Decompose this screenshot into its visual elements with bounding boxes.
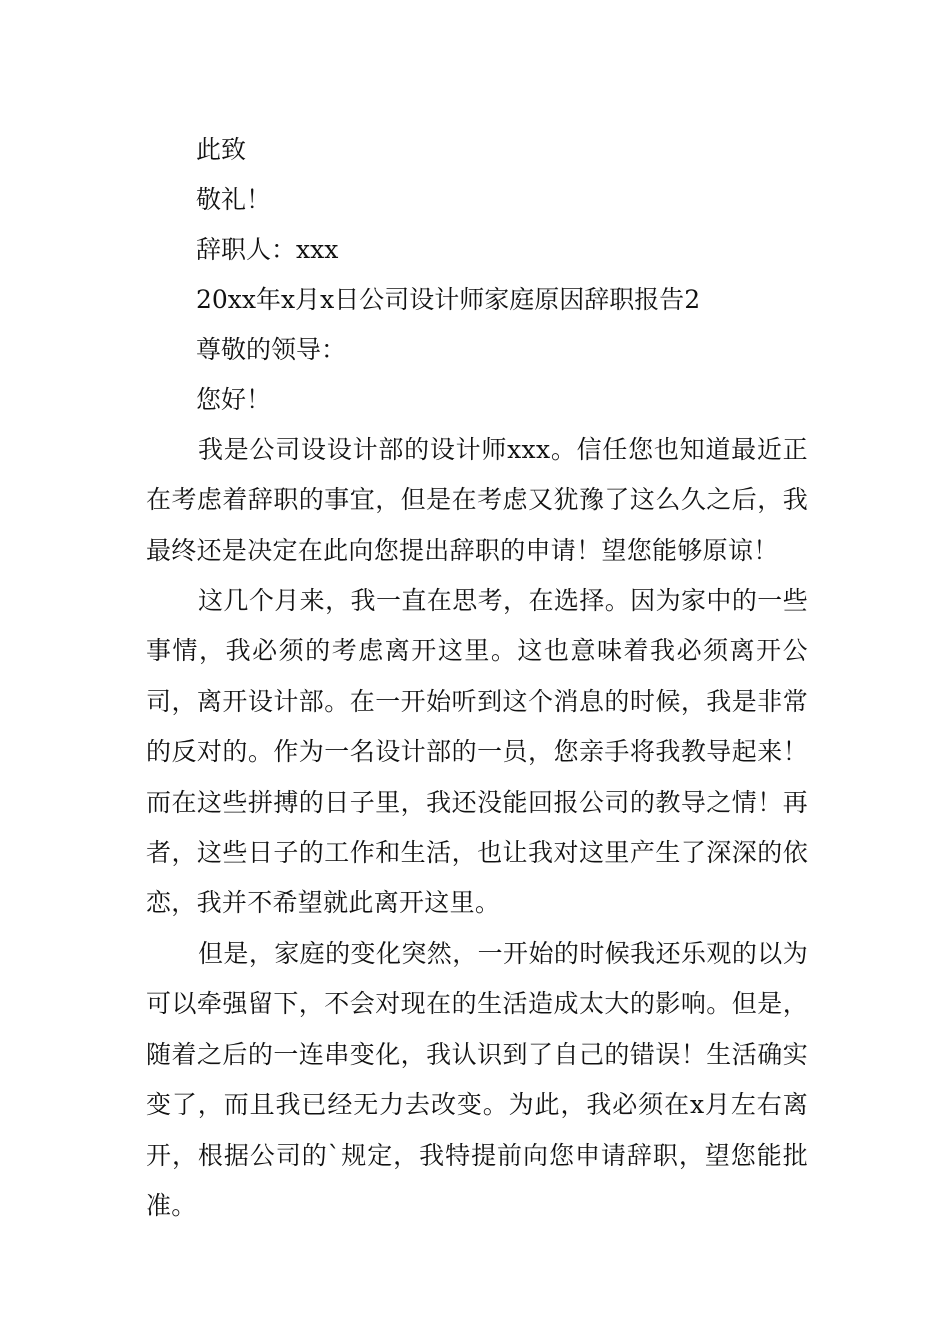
report-title-line: 20xx年x月x日公司设计师家庭原因辞职报告2 — [196, 285, 701, 314]
salutation-line: 尊敬的领导： — [196, 335, 347, 364]
closing-line-1: 此致 — [196, 135, 247, 164]
greeting-line: 您好！ — [196, 385, 272, 414]
signer-line: 辞职人：xxx — [196, 235, 339, 264]
body-paragraph-3: 但是，家庭的变化突然，一开始的时候我还乐观的以为可以牵强留下，不会对现在的生活造成太大的影响。但是，随着之后的一连串变化，我认识到了自己的错误！生活确实变了，而且我已经无力去改变。为此，我必须在x月左右离开，根据公司的`规定，我特提前向您申请辞职，望您能批准。 — [146, 939, 808, 1221]
closing-line-2: 敬礼！ — [196, 185, 272, 214]
body-paragraph-1: 我是公司设设计部的设计师xxx。信任您也知道最近正在考虑着辞职的事宜，但是在考虑又犹豫了这么久之后，我最终还是决定在此向您提出辞职的申请！望您能够原谅！ — [146, 435, 808, 565]
body-paragraph-2: 这几个月来，我一直在思考，在选择。因为家中的一些事情，我必须的考虑离开这里。这也意味着我必须离开公司，离开设计部。在一开始听到这个消息的时候，我是非常的反对的。作为一名设计部的一员，您亲手将我教导起来！而在这些拼搏的日子里，我还没能回报公司的教导之情！再者，这些日子的工作和生活，也让我对这里产生了深深的依恋，我并不希望就此离开这里。 — [146, 586, 808, 918]
